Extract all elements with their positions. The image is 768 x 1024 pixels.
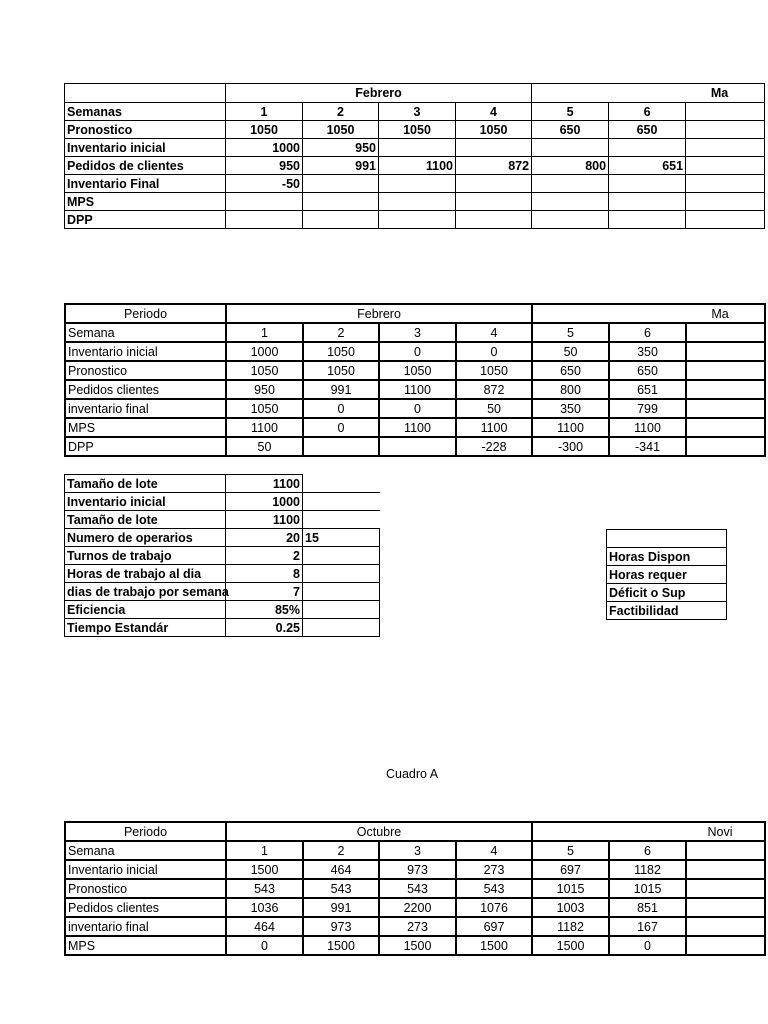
table1-overflow-cell[interactable] <box>686 157 765 175</box>
table2-cell[interactable]: 0 <box>379 399 456 418</box>
table3-cell[interactable]: 2 <box>303 841 379 860</box>
table3-cell[interactable]: 973 <box>379 860 456 879</box>
table1-cell[interactable] <box>532 211 609 229</box>
table1-cell[interactable]: 1050 <box>303 121 379 139</box>
table2-cell[interactable]: 650 <box>532 361 609 380</box>
table2-cell[interactable]: 5 <box>532 323 609 342</box>
table2-cell[interactable]: 950 <box>226 380 303 399</box>
parameter-extra[interactable] <box>303 511 380 529</box>
table1-cell[interactable] <box>379 139 456 157</box>
table3-cell[interactable]: 2200 <box>379 898 456 917</box>
table3-cell[interactable]: 1500 <box>379 936 456 955</box>
table-1-frame <box>64 83 729 231</box>
table1-row <box>65 103 765 121</box>
table-3 <box>64 821 766 956</box>
table2-row-label[interactable]: MPS <box>65 418 226 437</box>
table1-cell[interactable] <box>226 193 303 211</box>
table1-row <box>65 121 765 139</box>
table2-row-label[interactable]: inventario final <box>65 399 226 418</box>
table1-cell[interactable] <box>303 193 379 211</box>
table1-row-label[interactable]: DPP <box>65 211 226 229</box>
table1-row <box>65 193 765 211</box>
table1-cell[interactable] <box>532 193 609 211</box>
table1-cell[interactable]: 651 <box>609 157 686 175</box>
table3-overflow-cell[interactable] <box>686 860 765 879</box>
parameter-row <box>65 547 380 565</box>
capacity-row <box>607 602 727 620</box>
table-3-month-noviembre[interactable]: Novi <box>532 822 765 841</box>
table2-cell[interactable]: -300 <box>532 437 609 456</box>
table1-cell[interactable] <box>379 175 456 193</box>
table3-overflow-cell[interactable] <box>686 841 765 860</box>
table2-row-label[interactable]: Pronostico <box>65 361 226 380</box>
capacity-table-blank-cell[interactable] <box>607 530 727 548</box>
table3-row <box>65 936 765 955</box>
parameter-row <box>65 493 380 511</box>
parameter-extra[interactable] <box>303 601 380 619</box>
table-1-month-febrero[interactable]: Febrero <box>226 84 532 103</box>
table2-cell[interactable]: 650 <box>609 361 686 380</box>
table3-cell[interactable]: 697 <box>456 917 532 936</box>
table1-cell[interactable] <box>609 193 686 211</box>
table1-row <box>65 211 765 229</box>
table1-overflow-cell[interactable] <box>686 121 765 139</box>
table1-cell[interactable] <box>456 139 532 157</box>
table2-cell[interactable]: 0 <box>303 399 379 418</box>
parameter-label[interactable]: Tiempo Estandár <box>65 619 226 637</box>
parameter-value[interactable]: 20 <box>226 529 303 547</box>
table3-row-label[interactable]: Pronostico <box>65 879 226 898</box>
parameter-row <box>65 511 380 529</box>
table2-row-label[interactable]: DPP <box>65 437 226 456</box>
table2-overflow-cell[interactable] <box>686 418 765 437</box>
table3-cell[interactable]: 0 <box>609 936 686 955</box>
table1-row <box>65 139 765 157</box>
table2-overflow-cell[interactable] <box>686 323 765 342</box>
table2-cell[interactable]: 0 <box>456 342 532 361</box>
table3-cell[interactable]: 1500 <box>456 936 532 955</box>
table2-row <box>65 418 765 437</box>
table3-cell[interactable]: 1076 <box>456 898 532 917</box>
table1-cell[interactable]: 950 <box>303 139 379 157</box>
table2-row <box>65 437 765 456</box>
table2-overflow-cell[interactable] <box>686 342 765 361</box>
parameter-extra[interactable] <box>303 475 380 493</box>
table3-cell[interactable]: 1015 <box>532 879 609 898</box>
table2-cell[interactable]: 1100 <box>532 418 609 437</box>
table3-cell[interactable]: 1182 <box>532 917 609 936</box>
table1-cell[interactable]: 3 <box>379 103 456 121</box>
table1-cell[interactable] <box>456 211 532 229</box>
table2-cell[interactable]: 3 <box>379 323 456 342</box>
parameter-row <box>65 529 380 547</box>
table2-overflow-cell[interactable] <box>686 399 765 418</box>
table3-cell[interactable]: 3 <box>379 841 456 860</box>
table2-cell[interactable]: 50 <box>532 342 609 361</box>
table2-cell[interactable]: 350 <box>609 342 686 361</box>
table1-overflow-cell[interactable] <box>686 211 765 229</box>
parameter-label[interactable]: Numero de operarios <box>65 529 226 547</box>
table3-cell[interactable]: 973 <box>303 917 379 936</box>
table3-cell[interactable]: 0 <box>226 936 303 955</box>
table3-cell[interactable]: 1036 <box>226 898 303 917</box>
table3-row <box>65 860 765 879</box>
parameter-extra[interactable] <box>303 583 380 601</box>
table2-cell[interactable]: 50 <box>226 437 303 456</box>
table3-cell[interactable]: 991 <box>303 898 379 917</box>
table1-overflow-cell[interactable] <box>686 103 765 121</box>
parameter-label[interactable]: Inventario inicial <box>65 493 226 511</box>
table1-cell[interactable]: 650 <box>532 121 609 139</box>
capacity-row <box>607 548 727 566</box>
table3-overflow-cell[interactable] <box>686 936 765 955</box>
table3-cell[interactable]: 543 <box>226 879 303 898</box>
table2-cell[interactable]: 1050 <box>303 361 379 380</box>
parameter-extra[interactable] <box>303 619 380 637</box>
table-2 <box>64 303 766 457</box>
table2-cell[interactable]: 2 <box>303 323 379 342</box>
capacity-table <box>606 529 727 620</box>
table3-cell[interactable]: 1182 <box>609 860 686 879</box>
parameter-value[interactable]: 85% <box>226 601 303 619</box>
table1-cell[interactable] <box>609 139 686 157</box>
table3-row <box>65 879 765 898</box>
table2-cell[interactable]: 1100 <box>609 418 686 437</box>
table3-cell[interactable]: 273 <box>379 917 456 936</box>
table3-cell[interactable]: 464 <box>303 860 379 879</box>
table3-cell[interactable]: 1500 <box>303 936 379 955</box>
table3-cell[interactable]: 464 <box>226 917 303 936</box>
table3-row <box>65 917 765 936</box>
table-3-frame <box>64 821 733 958</box>
parameter-extra[interactable] <box>303 565 380 583</box>
table2-overflow-cell[interactable] <box>686 380 765 399</box>
table1-overflow-cell[interactable] <box>686 139 765 157</box>
table3-cell[interactable]: 543 <box>379 879 456 898</box>
capacity-label[interactable]: Factibilidad <box>607 602 727 620</box>
table2-cell[interactable]: 651 <box>609 380 686 399</box>
table1-cell[interactable]: 1050 <box>456 121 532 139</box>
parameter-value[interactable]: 2 <box>226 547 303 565</box>
parameter-label[interactable]: Tamaño de lote <box>65 475 226 493</box>
table3-row <box>65 898 765 917</box>
table1-row-label[interactable]: MPS <box>65 193 226 211</box>
table2-row <box>65 342 765 361</box>
parameter-row <box>65 565 380 583</box>
table2-overflow-cell[interactable] <box>686 437 765 456</box>
table2-cell[interactable]: 800 <box>532 380 609 399</box>
table2-cell[interactable]: 1050 <box>379 361 456 380</box>
table3-overflow-cell[interactable] <box>686 879 765 898</box>
table1-cell[interactable]: 950 <box>226 157 303 175</box>
parameter-value[interactable]: 8 <box>226 565 303 583</box>
table1-cell[interactable] <box>379 193 456 211</box>
table2-cell[interactable]: -228 <box>456 437 532 456</box>
table2-cell[interactable]: 1050 <box>456 361 532 380</box>
parameter-extra[interactable]: 15 <box>303 529 380 547</box>
table2-row <box>65 323 765 342</box>
capacity-row <box>607 566 727 584</box>
capacity-label[interactable]: Horas Dispon <box>607 548 727 566</box>
table2-cell[interactable]: 1050 <box>226 399 303 418</box>
parameter-value[interactable]: 1100 <box>226 511 303 529</box>
table3-row-label[interactable]: Pedidos clientes <box>65 898 226 917</box>
table2-cell[interactable] <box>303 437 379 456</box>
table3-row-label[interactable]: Inventario inicial <box>65 860 226 879</box>
table3-cell[interactable]: 167 <box>609 917 686 936</box>
table3-cell[interactable]: 5 <box>532 841 609 860</box>
parameter-label[interactable]: Eficiencia <box>65 601 226 619</box>
parameters-table <box>64 474 380 637</box>
parameter-row <box>65 619 380 637</box>
table3-row-label[interactable]: MPS <box>65 936 226 955</box>
table1-cell[interactable]: 872 <box>456 157 532 175</box>
table2-cell[interactable]: 6 <box>609 323 686 342</box>
table-3-header-periodo[interactable]: Periodo <box>65 822 226 841</box>
table3-cell[interactable]: 851 <box>609 898 686 917</box>
table2-cell[interactable]: 1050 <box>303 342 379 361</box>
table1-cell[interactable]: 6 <box>609 103 686 121</box>
table-2-frame <box>64 303 729 458</box>
table3-cell[interactable]: 697 <box>532 860 609 879</box>
capacity-row <box>607 584 727 602</box>
table1-cell[interactable]: 1050 <box>379 121 456 139</box>
table1-cell[interactable] <box>456 175 532 193</box>
table1-overflow-cell[interactable] <box>686 175 765 193</box>
table2-cell[interactable]: 799 <box>609 399 686 418</box>
table1-cell[interactable]: 4 <box>456 103 532 121</box>
parameter-row <box>65 475 380 493</box>
table2-row <box>65 399 765 418</box>
table1-cell[interactable]: 5 <box>532 103 609 121</box>
table1-cell[interactable]: 1000 <box>226 139 303 157</box>
table2-row-label[interactable]: Inventario inicial <box>65 342 226 361</box>
table1-cell[interactable] <box>609 211 686 229</box>
parameter-label[interactable]: Horas de trabajo al dia <box>65 565 226 583</box>
table-3-month-octubre[interactable]: Octubre <box>226 822 532 841</box>
table2-cell[interactable]: 1050 <box>226 361 303 380</box>
table3-row-label[interactable]: inventario final <box>65 917 226 936</box>
table2-cell[interactable]: 0 <box>303 418 379 437</box>
table2-cell[interactable]: 350 <box>532 399 609 418</box>
table1-cell[interactable]: 650 <box>609 121 686 139</box>
table2-overflow-cell[interactable] <box>686 361 765 380</box>
table1-cell[interactable]: 1050 <box>226 121 303 139</box>
table1-cell[interactable] <box>532 139 609 157</box>
table1-cell[interactable] <box>609 175 686 193</box>
table-1 <box>64 83 765 229</box>
table1-row-label[interactable]: Inventario inicial <box>65 139 226 157</box>
table1-row <box>65 175 765 193</box>
table2-cell[interactable]: 4 <box>456 323 532 342</box>
table2-cell[interactable]: 872 <box>456 380 532 399</box>
table2-row-label[interactable]: Pedidos clientes <box>65 380 226 399</box>
table-1-corner-cell[interactable] <box>65 84 226 103</box>
table1-row-label[interactable]: Pronostico <box>65 121 226 139</box>
table1-cell[interactable]: 1 <box>226 103 303 121</box>
capacity-label[interactable]: Horas requer <box>607 566 727 584</box>
table-2-month-febrero[interactable]: Febrero <box>226 304 532 323</box>
table2-cell[interactable]: 1100 <box>379 418 456 437</box>
table2-cell[interactable]: 1100 <box>456 418 532 437</box>
table2-cell[interactable]: 1100 <box>379 380 456 399</box>
parameter-value[interactable]: 7 <box>226 583 303 601</box>
table1-cell[interactable]: 2 <box>303 103 379 121</box>
table1-row-label[interactable]: Pedidos de clientes <box>65 157 226 175</box>
table1-cell[interactable]: 991 <box>303 157 379 175</box>
table3-cell[interactable]: 6 <box>609 841 686 860</box>
table1-cell[interactable] <box>303 175 379 193</box>
table3-cell[interactable]: 273 <box>456 860 532 879</box>
table2-cell[interactable]: 1 <box>226 323 303 342</box>
table1-cell[interactable]: -50 <box>226 175 303 193</box>
capacity-table-frame <box>606 529 691 622</box>
capacity-label[interactable]: Déficit o Sup <box>607 584 727 602</box>
table3-cell[interactable]: 4 <box>456 841 532 860</box>
table-2-month-marzo[interactable]: Ma <box>532 304 765 323</box>
table3-row <box>65 841 765 860</box>
table1-cell[interactable] <box>456 193 532 211</box>
table1-cell[interactable] <box>303 211 379 229</box>
table3-cell[interactable]: 1500 <box>532 936 609 955</box>
parameter-value[interactable]: 1100 <box>226 475 303 493</box>
table3-cell[interactable]: 1003 <box>532 898 609 917</box>
parameter-label[interactable]: dias de trabajo por semana <box>65 583 226 601</box>
parameter-extra[interactable] <box>303 547 380 565</box>
table1-cell[interactable] <box>379 211 456 229</box>
table3-row-label[interactable]: Semana <box>65 841 226 860</box>
table1-row <box>65 157 765 175</box>
parameter-row <box>65 601 380 619</box>
table-2-header-periodo[interactable]: Periodo <box>65 304 226 323</box>
table1-cell[interactable] <box>226 211 303 229</box>
table2-cell[interactable]: 0 <box>379 342 456 361</box>
table2-row <box>65 380 765 399</box>
table3-cell[interactable]: 543 <box>456 879 532 898</box>
table2-cell[interactable]: 1100 <box>226 418 303 437</box>
table1-row-label[interactable]: Semanas <box>65 103 226 121</box>
table2-cell[interactable]: 50 <box>456 399 532 418</box>
table2-cell[interactable] <box>379 437 456 456</box>
table3-cell[interactable]: 543 <box>303 879 379 898</box>
table3-overflow-cell[interactable] <box>686 917 765 936</box>
table2-row <box>65 361 765 380</box>
table1-cell[interactable]: 800 <box>532 157 609 175</box>
table1-cell[interactable]: 1100 <box>379 157 456 175</box>
table3-cell[interactable]: 1500 <box>226 860 303 879</box>
table2-cell[interactable]: -341 <box>609 437 686 456</box>
table2-cell[interactable]: 991 <box>303 380 379 399</box>
cuadro-a-caption: Cuadro A <box>386 767 439 781</box>
table3-cell[interactable]: 1015 <box>609 879 686 898</box>
table1-overflow-cell[interactable] <box>686 193 765 211</box>
table-1-month-marzo[interactable]: Ma <box>532 84 765 103</box>
table1-row-label[interactable]: Inventario Final <box>65 175 226 193</box>
table1-cell[interactable] <box>532 175 609 193</box>
table2-cell[interactable]: 1000 <box>226 342 303 361</box>
parameter-extra[interactable] <box>303 493 380 511</box>
parameter-value[interactable]: 0.25 <box>226 619 303 637</box>
table2-row-label[interactable]: Semana <box>65 323 226 342</box>
parameter-value[interactable]: 1000 <box>226 493 303 511</box>
table3-cell[interactable]: 1 <box>226 841 303 860</box>
table3-overflow-cell[interactable] <box>686 898 765 917</box>
parameter-row <box>65 583 380 601</box>
parameter-label[interactable]: Turnos de trabajo <box>65 547 226 565</box>
parameter-label[interactable]: Tamaño de lote <box>65 511 226 529</box>
